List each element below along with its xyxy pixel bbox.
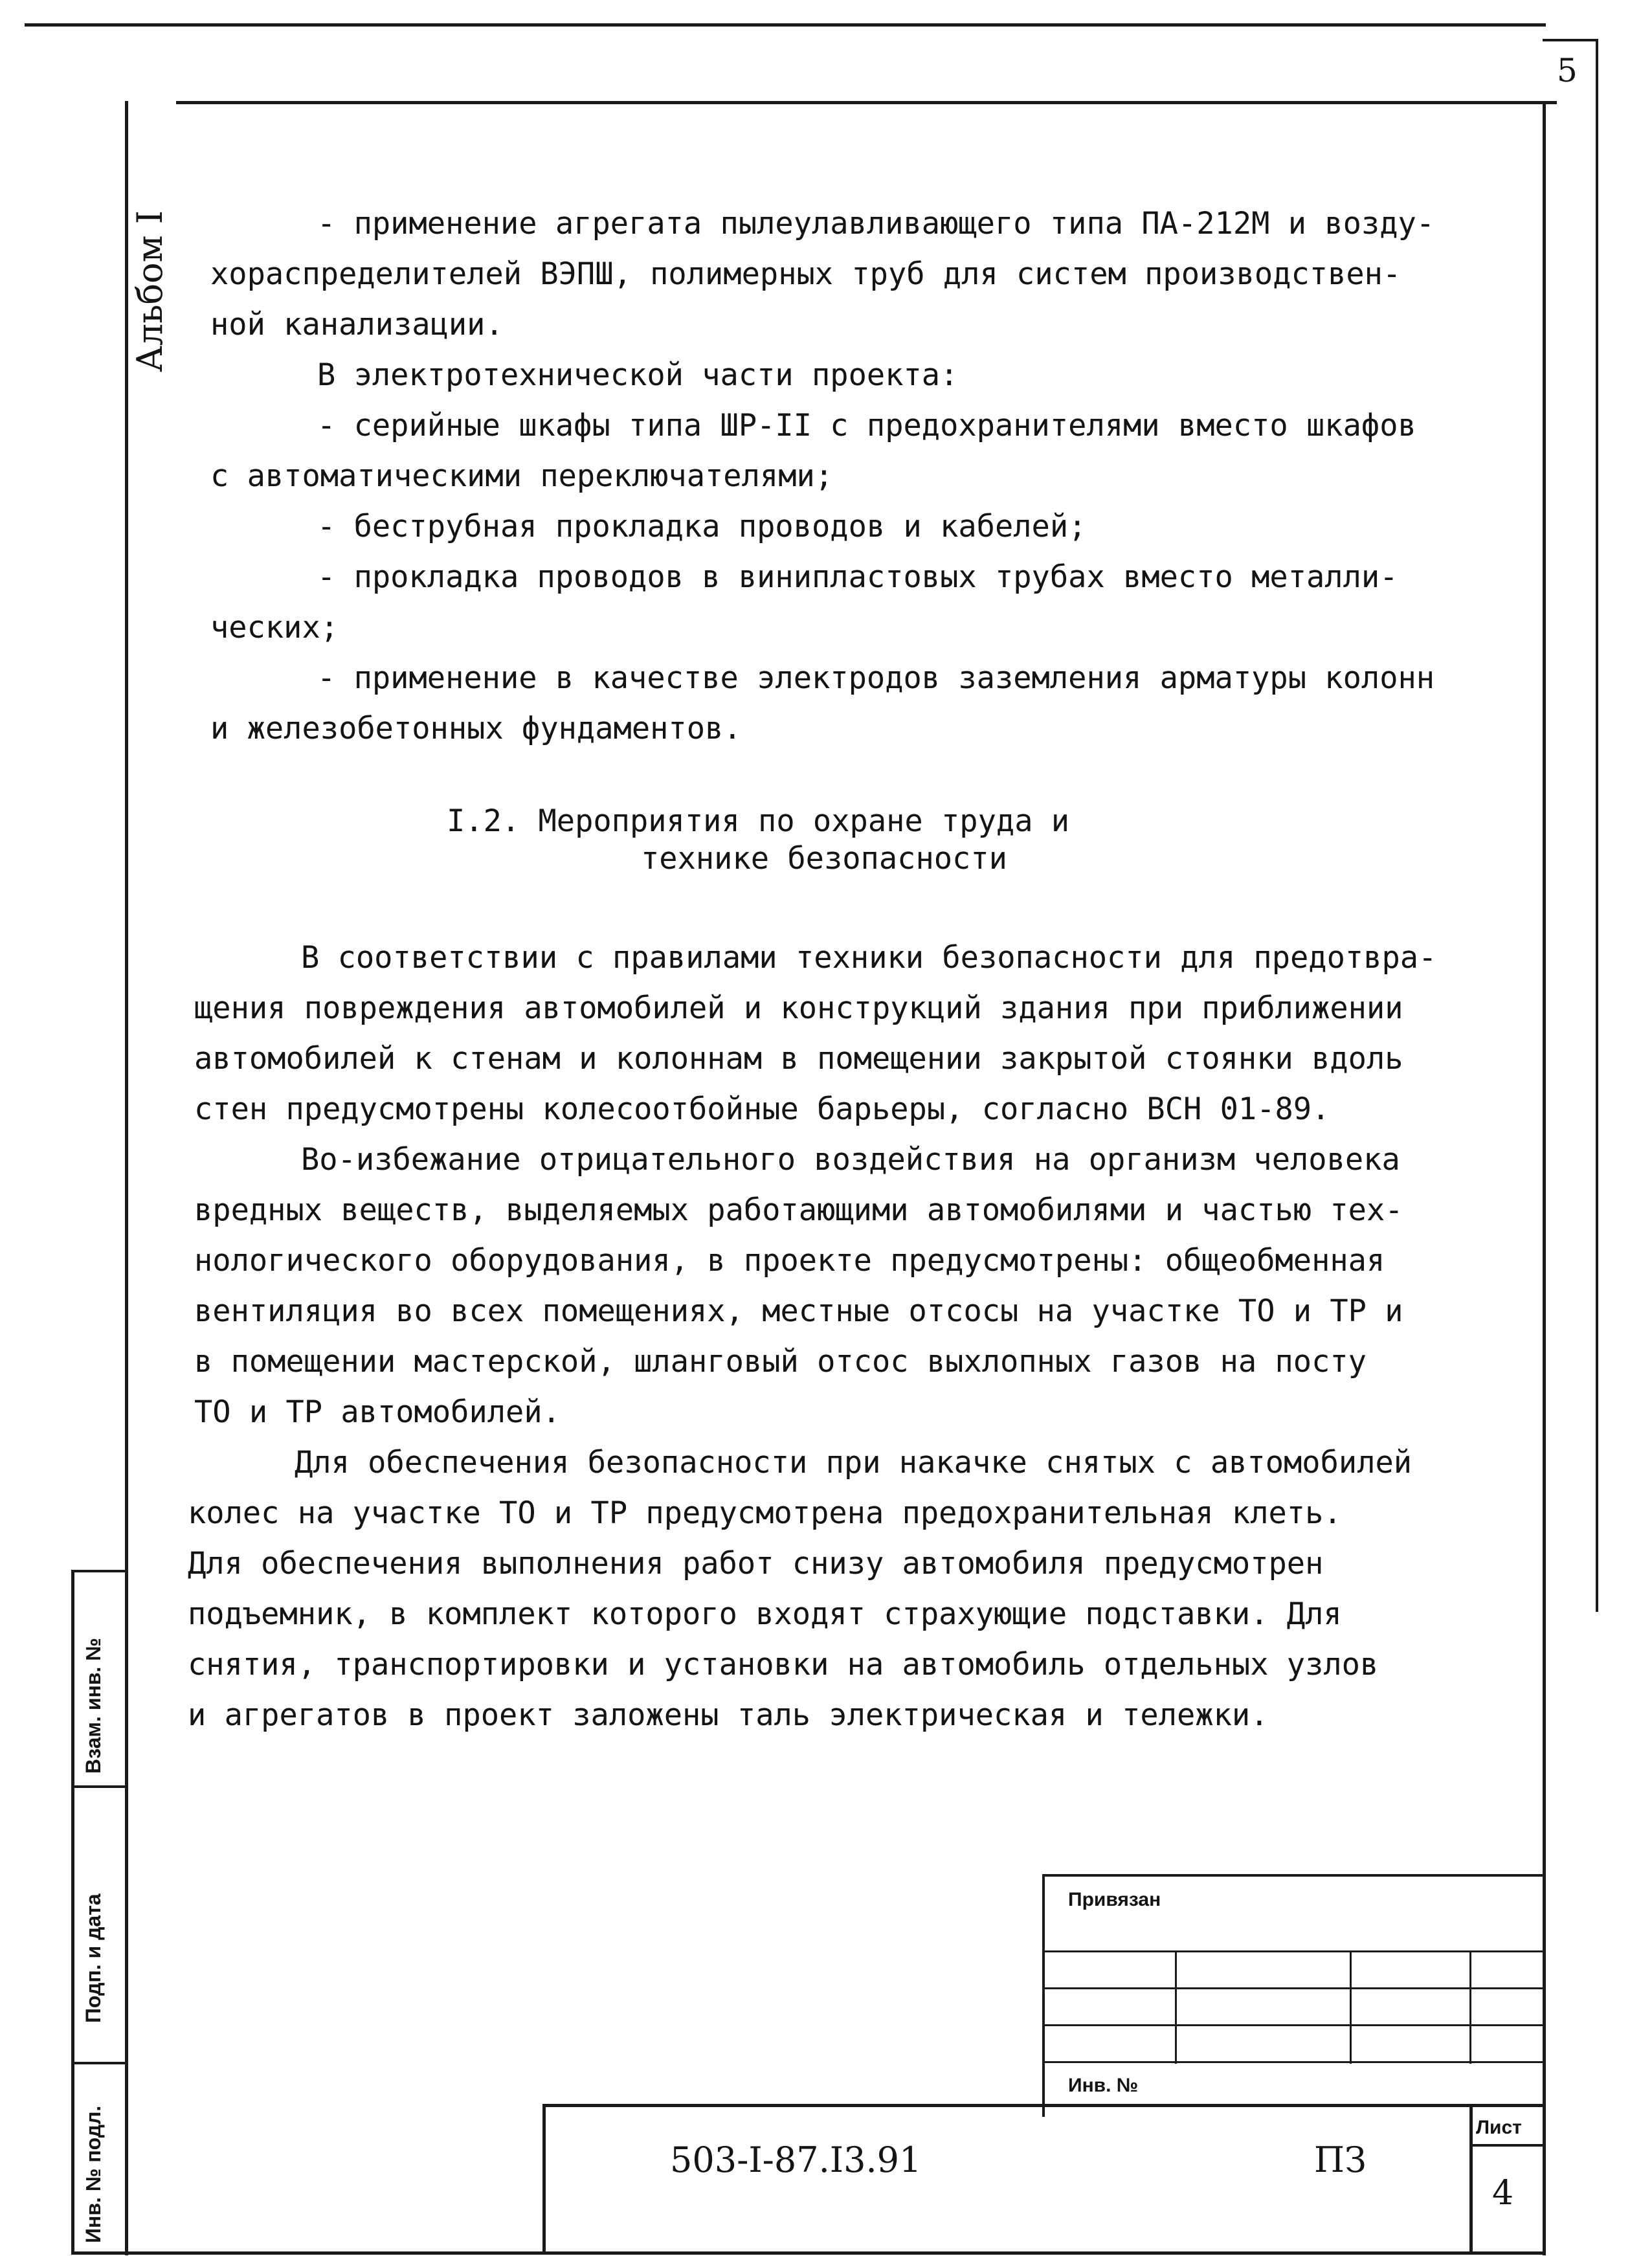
body-line: в помещении мастерской, шланговый отсос выхлопных газов на посту (194, 1344, 1367, 1379)
stamp-inv-podl: Инв. № подл. (82, 2105, 105, 2243)
body-line: Для обеспечения безопасности при накачке снятых с автомобилей (295, 1445, 1412, 1480)
body-line: с автоматическими переключателями; (210, 458, 834, 494)
frame-right (1543, 101, 1546, 2255)
frame-top (176, 101, 1557, 104)
body-line: ной канализации. (210, 307, 504, 342)
privyazan-label: Привязан (1068, 1889, 1161, 1910)
body-line: - применение агрегата пылеулавливающего типа ПА-212М и возду- (317, 206, 1435, 241)
frame-left (125, 101, 128, 2255)
inv-no-label: Инв. № (1068, 2075, 1139, 2096)
body-line: ТО и ТР автомобилей. (194, 1394, 561, 1430)
body-line: подъемник, в комплект которого входят страхующие подставки. Для (188, 1596, 1342, 1632)
top-border (25, 23, 1546, 27)
page-right-edge (1596, 97, 1598, 1612)
page-number: 5 (1557, 52, 1578, 89)
section-heading: I.2. Мероприятия по охране труда и (447, 803, 1070, 839)
body-line: - беструбная прокладка проводов и кабелей; (317, 509, 1087, 544)
stamp-vzam-inv: Взам. инв. № (82, 1638, 105, 1774)
body-line: В соответствии с правилами техники безопасности для предотвра- (301, 940, 1437, 976)
body-line: колес на участке ТО и ТР предусмотрена предохранительная клеть. (188, 1495, 1342, 1531)
album-label: Альбом I (129, 210, 170, 372)
sheet-number: 4 (1492, 2174, 1514, 2213)
frame-bottom (71, 2251, 1546, 2255)
body-line: вредных веществ, выделяемых работающими автомобилями и частью тех- (194, 1192, 1403, 1228)
body-line: ческих; (210, 610, 339, 645)
body-line: - прокладка проводов в винипластовых трубах вместо металли- (317, 559, 1398, 595)
body-line: - серийные шкафы типа ШР-II с предохранителями вместо шкафов (317, 408, 1416, 443)
doc-section: ПЗ (1314, 2139, 1367, 2180)
doc-code: 503-I-87.I3.91 (670, 2139, 922, 2180)
body-line: В электротехнической части проекта: (317, 357, 959, 393)
body-line: нологического оборудования, в проекте предусмотрены: общеобменная (194, 1243, 1385, 1279)
sheet-label: Лист (1476, 2117, 1522, 2138)
body-line: автомобилей к стенам и колоннам в помещении закрытой стоянки вдоль (194, 1041, 1403, 1077)
body-line: снятия, транспортировки и установки на автомобиль отдельных узлов (188, 1647, 1379, 1682)
body-line: стен предусмотрены колесоотбойные барьеры, согласно ВСН 01-89. (194, 1091, 1330, 1127)
body-line: Во-избежание отрицательного воздействия на организм человека (301, 1142, 1400, 1178)
body-line: вентиляция во всех помещениях, местные отсосы на участке ТО и ТР и (194, 1293, 1403, 1329)
stamp-podp-data: Подп. и дата (82, 1893, 105, 2023)
body-line: хораспределителей ВЭПШ, полимерных труб для систем производствен- (210, 256, 1401, 292)
section-heading: технике безопасности (641, 841, 1007, 877)
body-line: - применение в качестве электродов заземления арматуры колонн (317, 660, 1435, 696)
body-line: и железобетонных фундаментов. (210, 711, 742, 746)
body-line: и агрегатов в проект заложены таль электрическая и тележки. (188, 1697, 1269, 1733)
body-line: Для обеспечения выполнения работ снизу автомобиля предусмотрен (188, 1546, 1324, 1581)
body-line: щения повреждения автомобилей и конструкций здания при приближении (194, 990, 1403, 1026)
